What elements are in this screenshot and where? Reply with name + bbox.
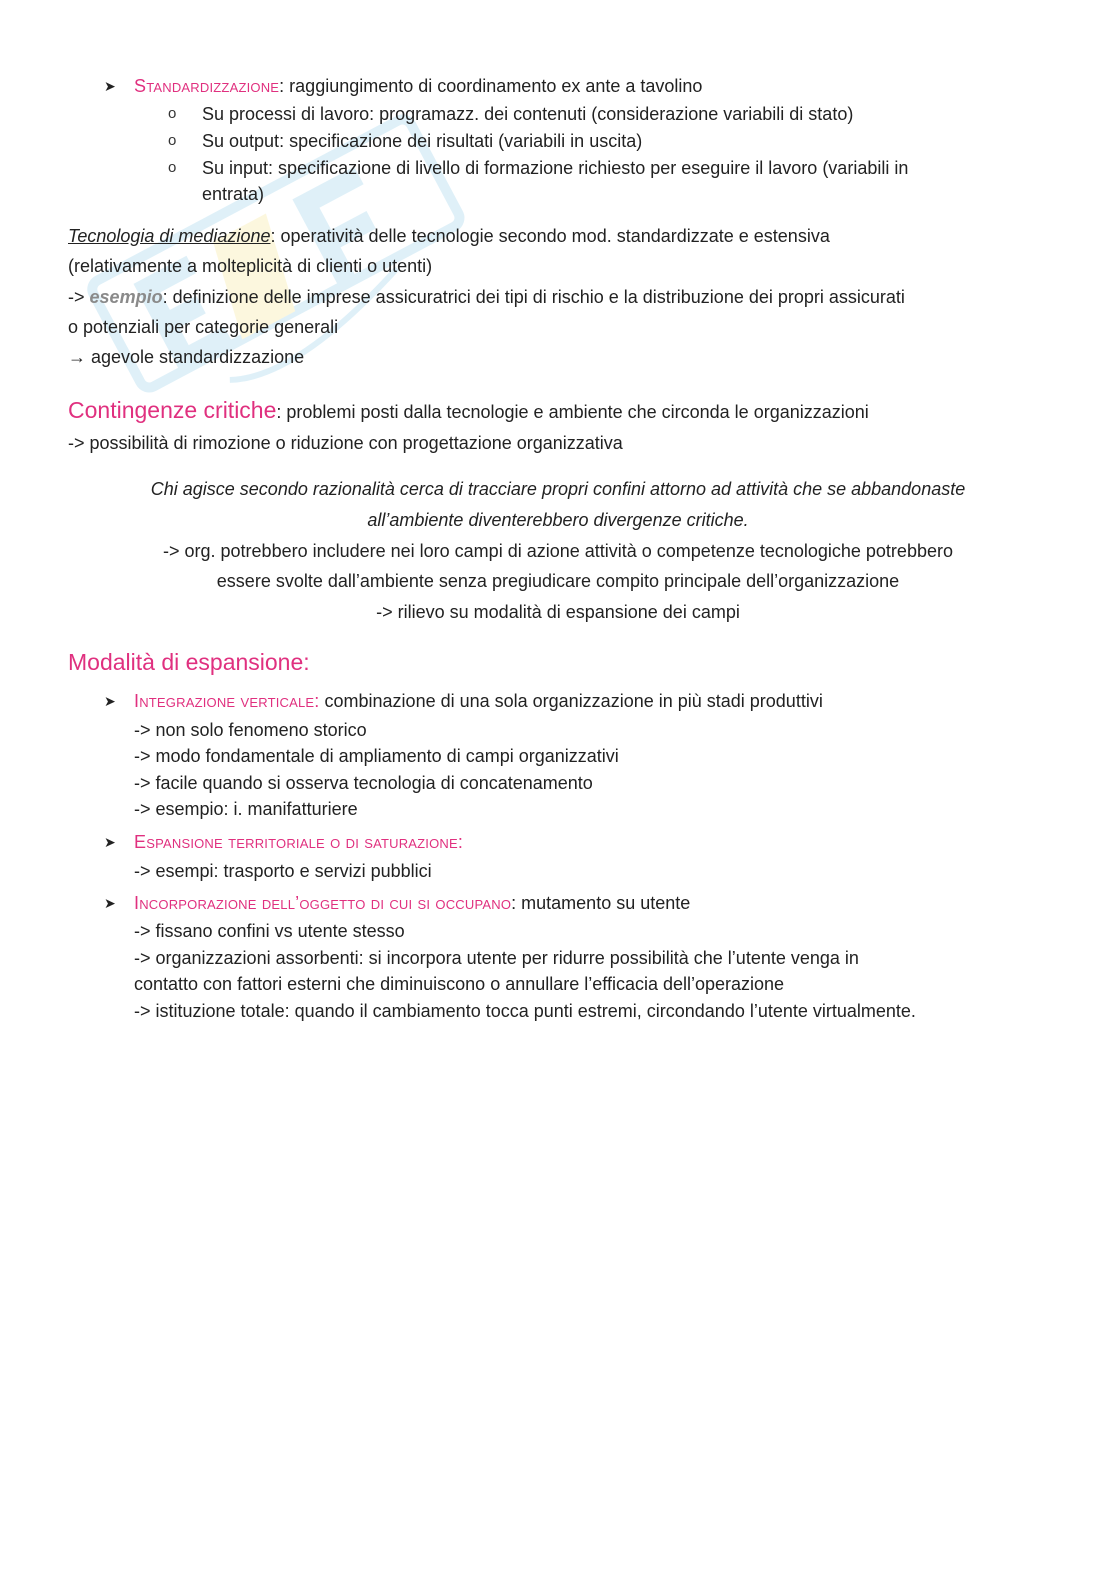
circle-bullet-icon: o — [168, 159, 177, 176]
mediazione-desc: : operatività delle tecnologie secondo mod. standardizzate e estensiva — [270, 226, 830, 246]
espansione-line — [134, 829, 463, 855]
incorporazione-term: Incorporazione dell’oggetto di cui si occupano — [134, 893, 512, 913]
mediazione-line-2: (relativamente a molteplicità di clienti o utenti) — [68, 256, 433, 276]
espansione-sub-1: -> esempi: trasporto e servizi pubblici — [134, 861, 432, 881]
incorporazione-line — [134, 890, 690, 916]
standard-sub-1: Su processi di lavoro: programazz. dei contenuti (considerazione variabili di stato) — [202, 104, 854, 124]
contingenze-heading: Contingenze critiche — [68, 397, 277, 423]
standard-sub-2: Su output: specificazione dei risultati (variabili in uscita) — [202, 131, 643, 151]
mediazione-line-4: o potenziali per categorie generali — [68, 317, 339, 337]
quote-line-1: Chi agisce secondo razionalità cerca di tracciare propri confini attorno ad attività che se abbandonaste — [150, 479, 966, 499]
standard-line — [134, 73, 702, 99]
arrow-text: -> — [68, 287, 85, 307]
arrowhead-bullet-icon: ➤ — [104, 834, 116, 850]
circle-bullet-icon: o — [168, 132, 177, 149]
integrazione-term: Integrazione verticale: — [134, 691, 320, 711]
circle-bullet-icon: o — [168, 105, 177, 122]
standard-sub-3-cont: entrata) — [202, 184, 265, 204]
espansione-term: Espansione territoriale o di saturazione: — [134, 832, 464, 852]
quote-line-3: -> org. potrebbero includere nei loro campi di azione attività o competenze tecnologiche potrebbero — [163, 541, 953, 561]
mediazione-line-3 — [68, 284, 905, 310]
integrazione-sub-3: -> facile quando si osserva tecnologia di concatenamento — [134, 773, 593, 793]
standard-desc: : raggiungimento di coordinamento ex ante a tavolino — [279, 76, 703, 96]
incorporazione-sub-4: -> istituzione totale: quando il cambiamento tocca punti estremi, circondando l’utente virtualmente. — [134, 1001, 916, 1021]
contingenze-line-2: -> possibilità di rimozione o riduzione con progettazione organizzativa — [68, 433, 623, 453]
quote-line-5: -> rilievo su modalità di espansione dei campi — [376, 602, 740, 622]
modalita-heading: Modalità di espansione: — [68, 649, 310, 675]
arrowhead-bullet-icon: ➤ — [104, 693, 116, 709]
mediazione-line-1 — [68, 223, 830, 249]
integrazione-sub-1: -> non solo fenomeno storico — [134, 720, 367, 740]
esempio-label: esempio — [89, 287, 163, 307]
mediazione-line-5: → agevole standardizzazione — [68, 347, 305, 367]
incorporazione-sub-1: -> fissano confini vs utente stesso — [134, 921, 405, 941]
incorporazione-sub-2: -> organizzazioni assorbenti: si incorpora utente per ridurre possibilità che l’utente venga in — [134, 948, 859, 968]
incorporazione-sub-3: contatto con fattori esterni che diminuiscono o annullare l’efficacia dell’operazione — [134, 974, 785, 994]
standard-term: Standardizzazione — [134, 76, 280, 96]
arrowhead-bullet-icon: ➤ — [104, 895, 116, 911]
contingenze-line — [68, 395, 869, 427]
integrazione-sub-2: -> modo fondamentale di ampliamento di campi organizzativi — [134, 746, 619, 766]
standard-sub-3: Su input: specificazione di livello di formazione richiesto per eseguire il lavoro (variabili in — [202, 158, 909, 178]
quote-line-2: all’ambiente diventerebbero divergenze critiche. — [367, 510, 749, 530]
arrowhead-bullet-icon: ➤ — [104, 78, 116, 94]
quote-line-4: essere svolte dall’ambiente senza pregiudicare compito principale dell’organizzazione — [216, 571, 900, 591]
contingenze-desc: : problemi posti dalla tecnologie e ambiente che circonda le organizzazioni — [276, 402, 869, 422]
integrazione-line — [134, 688, 823, 714]
integrazione-sub-4: -> esempio: i. manifatturiere — [134, 799, 358, 819]
mediazione-term: Tecnologia di mediazione — [68, 226, 271, 246]
esempio-text: : definizione delle imprese assicuratrici dei tipi di rischio e la distribuzione dei propri assicurati — [162, 287, 905, 307]
integrazione-desc: combinazione di una sola organizzazione in più stadi produttivi — [319, 691, 823, 711]
incorporazione-desc: : mutamento su utente — [511, 893, 691, 913]
